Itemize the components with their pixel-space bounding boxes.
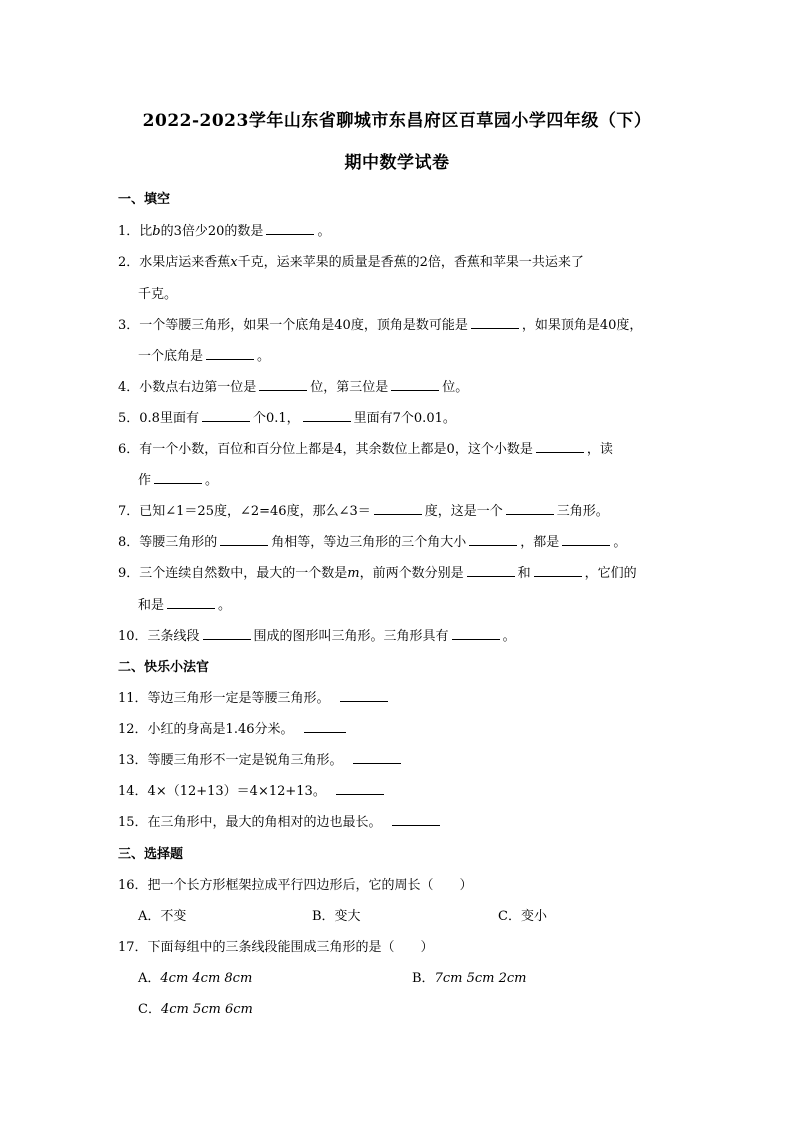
- answer-blank[interactable]: [471, 316, 519, 329]
- exam-title-line1: 2022-2023学年山东省聊城市东昌府区百草园小学四年级（下）: [142, 111, 652, 131]
- answer-blank[interactable]: [206, 347, 254, 360]
- question-13: 13．等腰三角形不一定是锐角三角形。: [118, 749, 404, 768]
- answer-blank[interactable]: [469, 533, 517, 546]
- question-16: 16．把一个长方形框架拉成平行四边形后，它的周长（ ）: [118, 878, 473, 893]
- question-15: 15．在三角形中，最大的角相对的边也最长。: [118, 811, 443, 830]
- question-10: 10．三条线段 围成的图形叫三角形。三角形具有 。: [118, 629, 516, 644]
- answer-blank[interactable]: [467, 564, 515, 577]
- answer-blank[interactable]: [154, 471, 202, 484]
- section-fill-in: 一、填空: [118, 192, 171, 207]
- answer-blank[interactable]: [506, 502, 554, 515]
- answer-blank[interactable]: [374, 502, 422, 515]
- answer-blank[interactable]: [304, 720, 346, 733]
- question-12: 12．小红的身高是1.46分米。: [118, 718, 349, 737]
- answer-blank[interactable]: [203, 627, 251, 640]
- answer-blank[interactable]: [534, 564, 582, 577]
- answer-blank[interactable]: [259, 378, 307, 391]
- answer-blank[interactable]: [220, 533, 268, 546]
- option-17-a[interactable]: A．4cm 4cm 8cm: [138, 971, 253, 986]
- question-4: 4．小数点右边第一位是 位，第三位是 位。: [118, 380, 469, 395]
- question-11: 11．等边三角形一定是等腰三角形。: [118, 687, 391, 706]
- answer-blank[interactable]: [303, 409, 351, 422]
- question-9: 9．三个连续自然数中，最大的一个数是m，前两个数分别是 和 ，它们的: [118, 566, 637, 581]
- question-6-continued: 作 。: [138, 473, 219, 488]
- answer-blank[interactable]: [536, 440, 584, 453]
- answer-blank[interactable]: [167, 596, 215, 609]
- answer-blank[interactable]: [202, 409, 250, 422]
- question-1: 1．比b的3倍少20的数是 。: [118, 224, 331, 239]
- exam-title-line2: 期中数学试卷: [344, 153, 450, 173]
- section-multiple-choice: 三、选择题: [118, 847, 184, 862]
- answer-blank[interactable]: [392, 813, 440, 826]
- answer-blank[interactable]: [336, 782, 384, 795]
- question-14: 14．4×（12+13）＝4×12+13。: [118, 780, 387, 799]
- section-true-false: 二、快乐小法官: [118, 660, 210, 675]
- question-17: 17．下面每组中的三条线段能围成三角形的是（ ）: [118, 940, 434, 955]
- question-8: 8．等腰三角形的 角相等，等边三角形的三个角大小 ，都是 。: [118, 535, 627, 550]
- question-5: 5．0.8里面有 个0.1， 里面有7个0.01。: [118, 411, 456, 426]
- answer-blank[interactable]: [340, 689, 388, 702]
- option-17-b[interactable]: B．7cm 5cm 2cm: [412, 971, 527, 986]
- answer-blank[interactable]: [353, 751, 401, 764]
- answer-blank[interactable]: [266, 222, 314, 235]
- option-17-c[interactable]: C．4cm 5cm 6cm: [138, 1002, 253, 1017]
- question-9-continued: 和是 。: [138, 598, 232, 613]
- question-2: 2．水果店运来香蕉x千克，运来苹果的质量是香蕉的2倍，香蕉和苹果一共运来了: [118, 255, 584, 270]
- question-3: 3．一个等腰三角形，如果一个底角是40度，顶角是数可能是 ，如果顶角是40度，: [118, 318, 643, 333]
- option-16-a[interactable]: A．不变: [138, 909, 187, 924]
- answer-blank[interactable]: [391, 378, 439, 391]
- option-16-b[interactable]: B．变大: [312, 909, 361, 924]
- question-3-continued: 一个底角是 。: [138, 349, 271, 364]
- answer-blank[interactable]: [562, 533, 610, 546]
- option-16-c[interactable]: C．变小: [498, 909, 547, 924]
- answer-blank[interactable]: [452, 627, 500, 640]
- question-2-continued: 千克。: [138, 287, 178, 302]
- question-7: 7．已知∠1＝25度，∠2=46度，那么∠3＝ 度，这是一个 三角形。: [118, 504, 609, 519]
- question-6: 6．有一个小数，百位和百分位上都是4，其余数位上都是0，这个小数是 ，读: [118, 442, 613, 457]
